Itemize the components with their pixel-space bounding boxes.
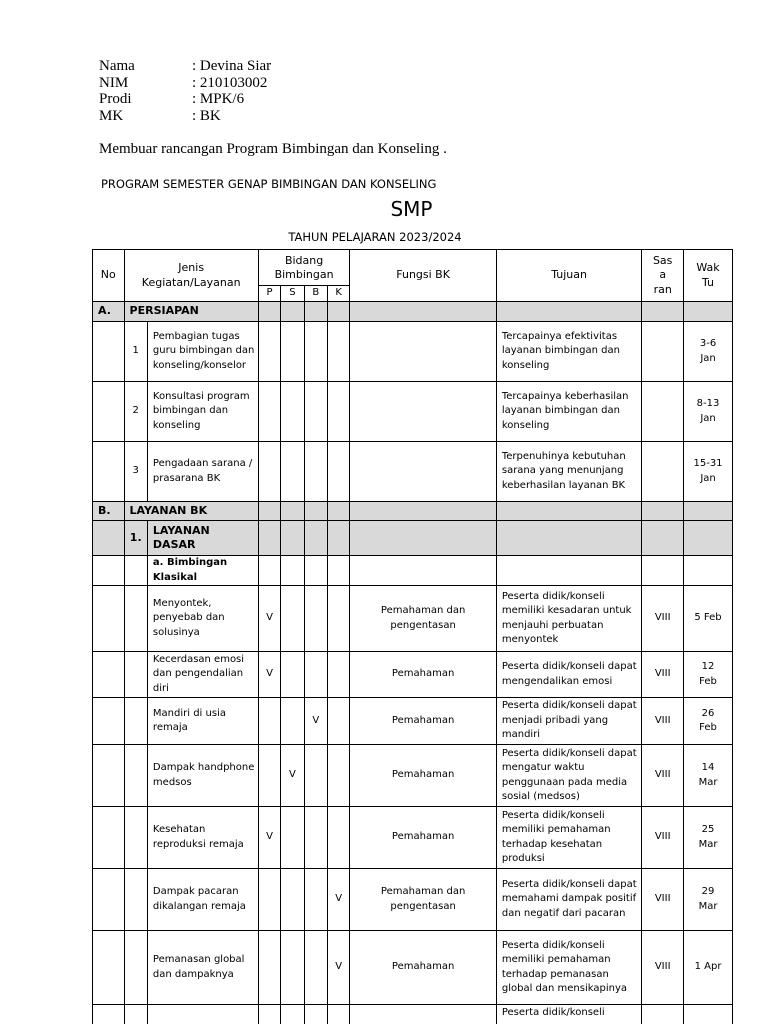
kegiatan-cell: Menyontek, penyebab dan solusinya — [147, 586, 258, 652]
tujuan-cell: Peserta didik/konseli dapat memahami dampak positif dan negatif dari pacaran — [496, 869, 641, 931]
table-row — [93, 931, 733, 1005]
school-level-title: SMP — [390, 197, 433, 221]
tujuan-cell: Peserta didik/konseli dapat menjadi pribadi yang mandiri — [496, 698, 641, 745]
fungsi-cell: Pemahaman dan pengentasan — [350, 869, 497, 931]
tujuan-cell: Peserta didik/konseli — [496, 1005, 641, 1024]
row-number: 1 — [124, 322, 147, 382]
identity-row-nim — [99, 75, 271, 92]
kegiatan-cell: Kecerdasan emosi dan pengendalian diri — [147, 652, 258, 698]
kegiatan-cell: Pengadaan sarana / prasarana BK — [147, 442, 258, 502]
section-label: LAYANAN BK — [124, 502, 258, 521]
tujuan-cell: Peserta didik/konseli memiliki pemahaman terhadap pemanasan global dan mensikapinya — [496, 931, 641, 1005]
bidang-k-cell — [327, 586, 349, 652]
fungsi-cell: Pemahaman — [350, 745, 497, 807]
waktu-cell: 26 Feb — [684, 698, 733, 745]
bidang-b-cell — [304, 652, 327, 698]
tujuan-cell: Peserta didik/konseli memiliki pemahaman terhadap kesehatan produksi — [496, 807, 641, 869]
bidang-k-cell — [327, 698, 349, 745]
bidang-p-cell — [258, 745, 280, 807]
sasaran-cell: VIII — [642, 931, 684, 1005]
header-no: No — [93, 250, 125, 302]
table-row-partial — [93, 1005, 733, 1024]
table-row — [93, 586, 733, 652]
identity-block — [99, 58, 271, 124]
bidang-b-cell — [304, 807, 327, 869]
kegiatan-cell: Pemanasan global dan dampaknya — [147, 931, 258, 1005]
fungsi-cell: Pemahaman — [350, 931, 497, 1005]
section-number: B. — [93, 502, 125, 521]
bidang-p-cell: V — [258, 807, 280, 869]
sasaran-cell: VIII — [642, 745, 684, 807]
subsection-label: LAYANAN DASAR — [147, 521, 258, 556]
kegiatan-cell: Konsultasi program bimbingan dan konseling — [147, 382, 258, 442]
tujuan-cell: Terpenuhinya kebutuhan sarana yang menunjang keberhasilan layanan BK — [496, 442, 641, 502]
table-header-row — [93, 250, 733, 286]
table-row — [93, 869, 733, 931]
waktu-cell: 5 Feb — [684, 586, 733, 652]
bidang-p-cell — [258, 931, 280, 1005]
bidang-s-cell — [281, 931, 304, 1005]
header-fungsi: Fungsi BK — [350, 250, 497, 302]
identity-value: : 210103002 — [192, 74, 268, 91]
waktu-cell: 14 Mar — [684, 745, 733, 807]
subsection-number: 1. — [124, 521, 147, 556]
identity-row-nama — [99, 58, 271, 75]
header-jenis: Jenis Kegiatan/Layanan — [124, 250, 258, 302]
klasikal-row — [93, 556, 733, 586]
task-statement: Membuar rancangan Program Bimbingan dan Konseling . — [99, 141, 447, 157]
table-row — [93, 382, 733, 442]
waktu-cell: 3-6 Jan — [684, 322, 733, 382]
klasikal-label: a. Bimbingan Klasikal — [147, 556, 258, 586]
identity-row-mk — [99, 108, 271, 125]
sasaran-cell: VIII — [642, 586, 684, 652]
table-row — [93, 698, 733, 745]
kegiatan-cell: Dampak pacaran dikalangan remaja — [147, 869, 258, 931]
section-number: A. — [93, 302, 125, 322]
waktu-cell: 29 Mar — [684, 869, 733, 931]
bidang-p-cell: V — [258, 652, 280, 698]
bidang-k-cell: V — [327, 931, 349, 1005]
bidang-b-cell — [304, 745, 327, 807]
section-label: PERSIAPAN — [124, 302, 258, 322]
kegiatan-cell: Mandiri di usia remaja — [147, 698, 258, 745]
bidang-p-cell — [258, 869, 280, 931]
waktu-cell: 12 Feb — [684, 652, 733, 698]
bidang-k-cell — [327, 807, 349, 869]
sasaran-cell: VIII — [642, 652, 684, 698]
identity-key: Prodi — [99, 91, 132, 107]
table-row — [93, 322, 733, 382]
bidang-s-cell — [281, 698, 304, 745]
tujuan-cell: Peserta didik/konseli dapat mengendalikan emosi — [496, 652, 641, 698]
program-table — [92, 249, 733, 1024]
identity-value: : Devina Siar — [192, 58, 272, 74]
bidang-b-cell — [304, 869, 327, 931]
identity-key: NIM — [99, 74, 129, 91]
table-row — [93, 745, 733, 807]
tujuan-cell: Peserta didik/konseli dapat mengatur waktu penggunaan pada media sosial (medsos) — [496, 745, 641, 807]
section-row-persiapan — [93, 302, 733, 322]
bidang-s-cell — [281, 869, 304, 931]
header-k: K — [327, 286, 349, 302]
identity-value: : MPK/6 — [192, 91, 245, 107]
identity-key: Nama — [99, 58, 135, 74]
waktu-cell: 25 Mar — [684, 807, 733, 869]
bidang-b-cell: V — [304, 698, 327, 745]
subsection-row-layanan-dasar — [93, 521, 733, 556]
fungsi-cell: Pemahaman — [350, 652, 497, 698]
bidang-s-cell — [281, 586, 304, 652]
bidang-b-cell — [304, 931, 327, 1005]
kegiatan-cell: Kesehatan reproduksi remaja — [147, 807, 258, 869]
identity-value: : BK — [192, 107, 221, 124]
waktu-cell: 8-13 Jan — [684, 382, 733, 442]
bidang-s-cell — [281, 652, 304, 698]
bidang-p-cell: V — [258, 586, 280, 652]
sasaran-cell: VIII — [642, 869, 684, 931]
row-number: 3 — [124, 442, 147, 502]
bidang-k-cell — [327, 745, 349, 807]
waktu-cell: 1 Apr — [684, 931, 733, 1005]
bidang-b-cell — [304, 586, 327, 652]
bidang-s-cell: V — [281, 745, 304, 807]
identity-key: MK — [99, 107, 124, 124]
header-b: B — [304, 286, 327, 302]
section-row-layanan — [93, 502, 733, 521]
bidang-k-cell — [327, 652, 349, 698]
fungsi-cell: Pemahaman — [350, 807, 497, 869]
header-waktu: Wak Tu — [684, 250, 733, 302]
tujuan-cell: Tercapainya keberhasilan layanan bimbingan dan konseling — [496, 382, 641, 442]
kegiatan-cell: Dampak handphone medsos — [147, 745, 258, 807]
academic-year-title: TAHUN PELAJARAN 2023/2024 — [288, 230, 462, 244]
header-p: P — [258, 286, 280, 302]
tujuan-cell: Tercapainya efektivitas layanan bimbingan dan konseling — [496, 322, 641, 382]
table-row — [93, 652, 733, 698]
sasaran-cell: VIII — [642, 698, 684, 745]
program-title: PROGRAM SEMESTER GENAP BIMBINGAN DAN KONSELING — [101, 177, 437, 191]
row-number: 2 — [124, 382, 147, 442]
identity-row-prodi — [99, 91, 271, 108]
bidang-s-cell — [281, 807, 304, 869]
table-row — [93, 807, 733, 869]
fungsi-cell: Pemahaman dan pengentasan — [350, 586, 497, 652]
waktu-cell: 15-31 Jan — [684, 442, 733, 502]
bidang-p-cell — [258, 698, 280, 745]
header-bidang: Bidang Bimbingan — [258, 250, 350, 286]
bidang-k-cell: V — [327, 869, 349, 931]
table-row — [93, 442, 733, 502]
kegiatan-cell: Pembagian tugas guru bimbingan dan konseling/konselor — [147, 322, 258, 382]
header-sasaran: Sas a ran — [642, 250, 684, 302]
fungsi-cell: Pemahaman — [350, 698, 497, 745]
sasaran-cell: VIII — [642, 807, 684, 869]
header-s: S — [281, 286, 304, 302]
header-tujuan: Tujuan — [496, 250, 641, 302]
tujuan-cell: Peserta didik/konseli memiliki kesadaran untuk menjauhi perbuatan menyontek — [496, 586, 641, 652]
